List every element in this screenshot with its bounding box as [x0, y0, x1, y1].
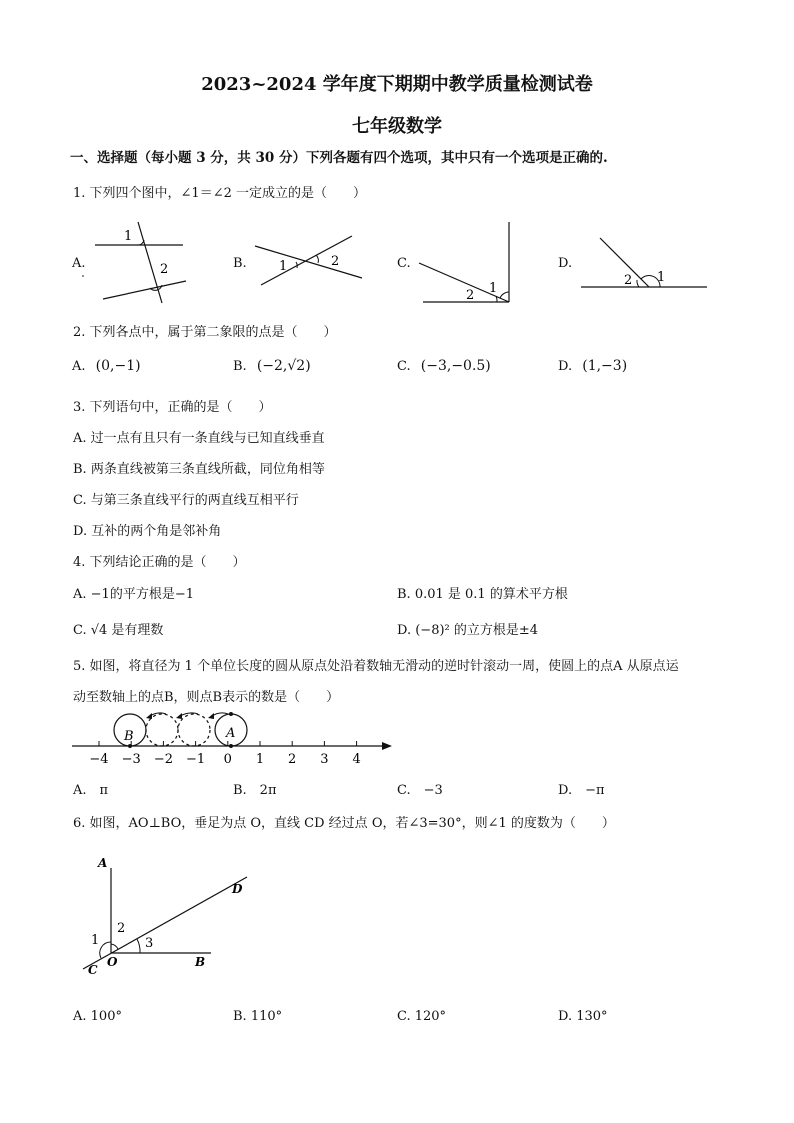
- q6-option-a: A. 100°: [73, 1009, 122, 1024]
- q1-option-b-label: B.: [233, 256, 247, 271]
- question-5-stem-line-1: 5. 如图，将直径为 1 个单位长度的圆从原点处沿着数轴无滑动的逆时针滚动一周，使圆上的点A 从原点运: [73, 659, 679, 674]
- q1-option-a-label: A.: [72, 256, 86, 271]
- q4-option-d: D. (−8)² 的立方根是±4: [397, 623, 539, 638]
- axis-tick-label: −1: [186, 752, 206, 767]
- q6-option-b: B. 110°: [233, 1009, 283, 1024]
- q1d-angle-2-label: 2: [624, 273, 633, 288]
- axis-tick-label: 2: [288, 752, 297, 767]
- q2-option-a-value: (0,−1): [95, 358, 141, 374]
- question-4-stem: 4. 下列结论正确的是（ ）: [73, 555, 246, 570]
- q2-option-b-value: (−2,√2): [256, 358, 311, 374]
- q5-option-c: C. −3: [397, 783, 443, 798]
- q1b-angle-1-label: 1: [279, 259, 288, 274]
- q1c-angle-1-label: 1: [489, 281, 498, 296]
- angle-3-label: 3: [145, 936, 154, 951]
- q3-option-d: D. 互补的两个角是邻补角: [73, 524, 222, 539]
- q1d-angle-1-label: 1: [657, 270, 666, 285]
- q2-option-a-label: A.: [72, 359, 86, 374]
- angle-1-label: 1: [91, 933, 100, 948]
- question-3-stem: 3. 下列语句中，正确的是（ ）: [73, 400, 272, 415]
- axis-tick-label: −3: [121, 752, 141, 767]
- q5-option-d: D. −π: [558, 783, 605, 798]
- axis-tick-label: 0: [223, 752, 232, 767]
- q5-option-b: B. 2π: [233, 783, 277, 798]
- q1a-angle-2-label: 2: [160, 262, 169, 277]
- q2-option-d-label: D.: [558, 359, 573, 374]
- point-a-label: A: [226, 726, 236, 741]
- q1b-angle-2-label: 2: [331, 254, 340, 269]
- exam-subtitle: 七年级数学: [352, 116, 442, 137]
- question-1-stem: 1. 下列四个图中，∠1＝∠2 一定成立的是（ ）: [73, 186, 366, 201]
- q1-option-c-label: C.: [397, 256, 411, 271]
- axis-tick-label: 4: [352, 752, 361, 767]
- exam-title: 2023~2024 学年度下期期中教学质量检测试卷: [201, 74, 593, 95]
- angle-2-label: 2: [117, 921, 126, 936]
- q3-option-b: B. 两条直线被第三条直线所截，同位角相等: [73, 462, 325, 477]
- q2-option-b-label: B.: [233, 359, 247, 374]
- q2-option-c-value: (−3,−0.5): [420, 358, 491, 374]
- question-5-stem-line-2: 动至数轴上的点B，则点B表示的数是（ ）: [73, 690, 340, 705]
- axis-tick-label: 1: [255, 752, 265, 767]
- question-6-stem: 6. 如图，AO⊥BO，垂足为点 O，直线 CD 经过点 O，若∠3=30°，则∠1 的度数为（ ）: [73, 816, 615, 831]
- question-2-stem: 2. 下列各点中，属于第二象限的点是（ ）: [73, 325, 337, 340]
- q6-option-c: C. 120°: [397, 1009, 447, 1024]
- label-d: D: [232, 882, 243, 896]
- q2-option-d-value: (1,−3): [582, 358, 628, 374]
- axis-tick-label: 3: [320, 752, 329, 767]
- section-heading: 一、选择题（每小题 3 分，共 30 分）下列各题有四个选项，其中只有一个选项是正确的.: [70, 150, 608, 166]
- point-b-label: B: [124, 729, 134, 744]
- q4-option-c: C. √4 是有理数: [73, 623, 164, 638]
- q1c-angle-2-label: 2: [466, 288, 475, 303]
- q1-option-d-label: D.: [558, 256, 573, 271]
- label-a: A: [98, 856, 108, 870]
- q2-option-c-label: C.: [397, 359, 411, 374]
- q5-option-a: A. π: [73, 783, 109, 798]
- axis-tick-label: −2: [153, 752, 173, 767]
- q4-option-a: A. −1的平方根是−1: [73, 587, 194, 602]
- q3-option-c: C. 与第三条直线平行的两直线互相平行: [73, 493, 299, 508]
- label-b: B: [195, 955, 206, 969]
- axis-tick-label: −4: [89, 752, 109, 767]
- q3-option-a: A. 过一点有且只有一条直线与已知直线垂直: [73, 431, 325, 446]
- label-o: O: [107, 955, 118, 969]
- label-c: C: [88, 963, 98, 977]
- q4-option-b: B. 0.01 是 0.1 的算术平方根: [397, 587, 568, 602]
- q6-option-d: D. 130°: [558, 1009, 608, 1024]
- q1a-angle-1-label: 1: [124, 229, 133, 244]
